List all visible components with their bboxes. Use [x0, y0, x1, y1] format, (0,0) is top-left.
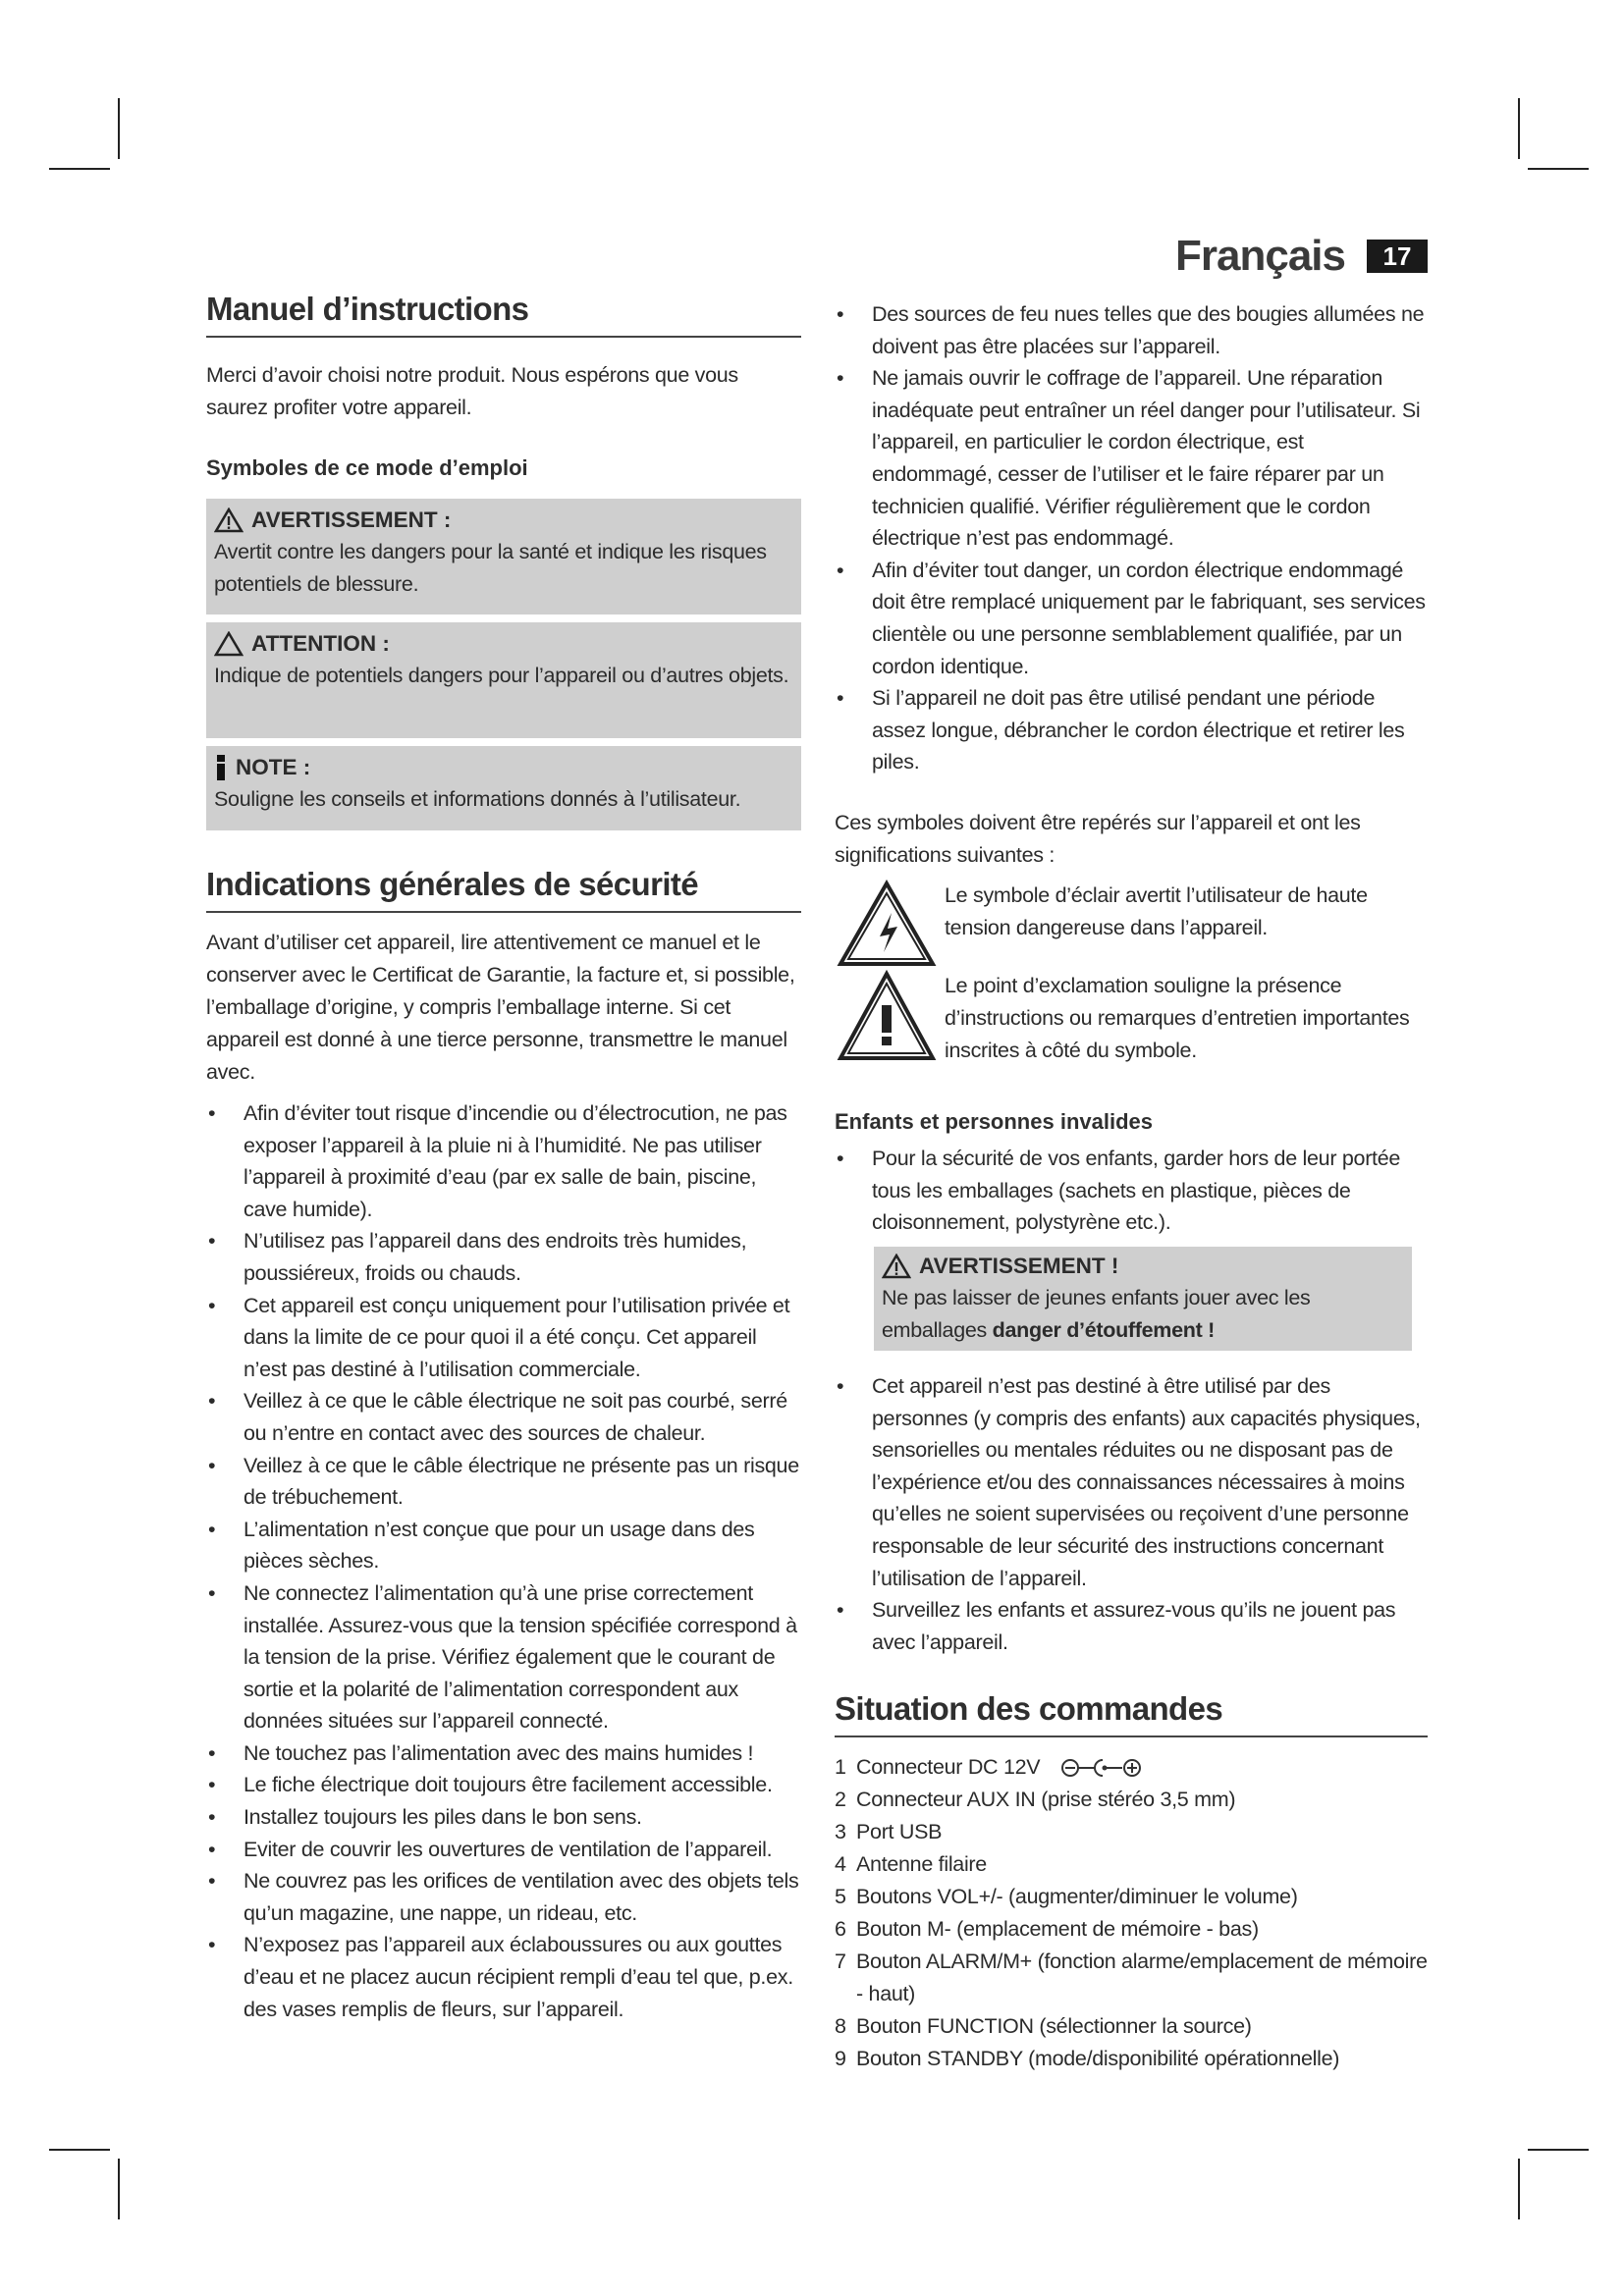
- warning-box: [206, 499, 801, 614]
- bullet-icon: •: [837, 1598, 844, 1623]
- dc-polarity-icon: [1059, 1757, 1144, 1779]
- manual-title: Manuel d’instructions: [206, 291, 801, 338]
- warning-triangle-icon: [882, 1254, 911, 1279]
- safety-list-continued: [835, 298, 1428, 778]
- attention-box-text: Indique de potentiels dangers pour l’appareil ou d’autres objets.: [214, 664, 789, 687]
- note-box-text: Souligne les conseils et informations donnés à l’utilisateur.: [214, 787, 741, 811]
- crop-mark: [49, 2149, 110, 2151]
- list-item: 9 Bouton STANDBY (mode/disponibilité opérationnelle): [835, 2047, 1340, 2070]
- children-warning-bold: danger d’étouffement !: [992, 1318, 1215, 1342]
- crop-mark: [1518, 2159, 1520, 2219]
- list-item: • Veillez à ce que le câble électrique ne présente pas un risque de trébuchement.: [206, 1450, 801, 1514]
- list-item: • Ne connectez l’alimentation qu’à une prise correctement installée. Assurez-vous que la tension spécifiée correspond à la tension de la prise. Vérifiez également que le courant de sortie et la polarité de l’alimentation correspondent aux données situées sur l’appareil connecté.: [206, 1577, 801, 1737]
- note-box: [206, 746, 801, 830]
- bullet-icon: •: [208, 1773, 216, 1797]
- list-item: • Des sources de feu nues telles que des bougies allumées ne doivent pas être placées sur l’appareil.: [835, 298, 1428, 362]
- children-list-1: [835, 1143, 1428, 1239]
- list-item: • N’utilisez pas l’appareil dans des endroits très humides, poussiéreux, froids ou chauds.: [206, 1225, 801, 1289]
- note-box-title: NOTE :: [236, 755, 311, 779]
- list-item: • N’exposez pas l’appareil aux éclaboussures ou aux gouttes d’eau et ne placez aucun récipient rempli d’eau tel que, p.ex. des vases remplis de fleurs, sur l’appareil.: [206, 1929, 801, 2025]
- exclamation-symbol-row: [835, 970, 1428, 1067]
- list-item: • Ne couvrez pas les orifices de ventilation avec des objets tels qu’un magazine, une nappe, un rideau, etc.: [206, 1865, 801, 1929]
- crop-mark: [1528, 168, 1589, 170]
- controls-title: Situation des commandes: [835, 1690, 1428, 1737]
- bullet-icon: •: [208, 1517, 216, 1541]
- list-item: • Cet appareil n’est pas destiné à être utilisé par des personnes (y compris des enfants) aux capacités physiques, sensorielles ou mentales réduites ou ne disposant pas de l’expérience et/ou des connaissances nécessaires à moins qu’elles ne soient supervisées ou reçoivent d’une personne responsable de leur sécurité des instructions concernant l’utilisation de l’appareil.: [835, 1370, 1428, 1594]
- list-item: 8 Bouton FUNCTION (sélectionner la source): [835, 2014, 1252, 2038]
- bullet-icon: •: [208, 1389, 216, 1414]
- list-item: 6 Bouton M- (emplacement de mémoire - bas): [835, 1917, 1259, 1941]
- controls-list: [835, 1751, 1428, 2075]
- bullet-icon: •: [837, 686, 844, 711]
- list-item: • Surveillez les enfants et assurez-vous qu’ils ne jouent pas avec l’appareil.: [835, 1594, 1428, 1658]
- list-item: • Le fiche électrique doit toujours être facilement accessible.: [206, 1769, 801, 1801]
- crop-mark: [118, 2159, 120, 2219]
- list-item: 7 Bouton ALARM/M+ (fonction alarme/emplacement de mémoire - haut): [835, 1949, 1428, 2005]
- safety-intro: Avant d’utiliser cet appareil, lire attentivement ce manuel et le conserver avec le Certificat de Garantie, la facture et, si possible, l’emballage d’origine, y compris l’emballage interne. Si cet appareil est donné à une tierce personne, transmettre le manuel avec.: [206, 931, 795, 1084]
- bullet-icon: •: [208, 1229, 216, 1254]
- intro-text: Merci d’avoir choisi notre produit. Nous espérons que vous saurez profiter votre appareil.: [206, 363, 738, 419]
- list-item: 2 Connecteur AUX IN (prise stéréo 3,5 mm): [835, 1788, 1236, 1811]
- exclamation-text: Le point d’exclamation souligne la présence d’instructions ou remarques d’entretien importantes inscrites à côté du symbole.: [945, 974, 1410, 1062]
- warning-triangle-icon: [214, 507, 244, 533]
- bullet-icon: •: [208, 1805, 216, 1830]
- bullet-icon: •: [208, 1580, 216, 1605]
- list-item: • L’alimentation n’est conçue que pour un usage dans des pièces sèches.: [206, 1514, 801, 1577]
- list-item: • Si l’appareil ne doit pas être utilisé pendant une période assez longue, débrancher le cordon électrique et retirer les piles.: [835, 682, 1428, 778]
- children-warning-box: [874, 1247, 1412, 1351]
- children-warning-text: Ne pas laisser de jeunes enfants jouer avec les emballages: [882, 1286, 1311, 1342]
- attention-box: [206, 622, 801, 738]
- bullet-icon: •: [208, 1837, 216, 1861]
- warning-box-title: AVERTISSEMENT :: [251, 507, 452, 532]
- caution-triangle-icon: [214, 631, 244, 657]
- crop-mark: [1528, 2149, 1589, 2151]
- bullet-icon: •: [837, 1374, 844, 1398]
- list-item: • Cet appareil est conçu uniquement pour l’utilisation privée et dans la limite de ce pour quoi il a été conçu. Cet appareil n’est pas destiné à l’utilisation commerciale.: [206, 1290, 801, 1386]
- lightning-warning-icon: [835, 880, 939, 968]
- children-warning-title: AVERTISSEMENT !: [919, 1254, 1119, 1278]
- list-item: 3 Port USB: [835, 1820, 943, 1843]
- children-heading: Enfants et personnes invalides: [835, 1109, 1153, 1134]
- safety-title: Indications générales de sécurité: [206, 866, 801, 913]
- bullet-icon: •: [208, 1453, 216, 1477]
- list-item: • Ne touchez pas l’alimentation avec des mains humides !: [206, 1737, 801, 1770]
- bullet-icon: •: [208, 1869, 216, 1894]
- page-number: 17: [1367, 240, 1428, 273]
- bullet-icon: •: [837, 302, 844, 326]
- safety-list: [206, 1097, 801, 2025]
- crop-mark: [1518, 98, 1520, 159]
- list-item: 5 Boutons VOL+/- (augmenter/diminuer le volume): [835, 1885, 1298, 1908]
- bullet-icon: •: [208, 1293, 216, 1317]
- warning-box-text: Avertit contre les dangers pour la santé et indique les risques potentiels de blessure.: [214, 540, 767, 596]
- bullet-icon: •: [837, 558, 844, 582]
- list-item: • Installez toujours les piles dans le bon sens.: [206, 1801, 801, 1834]
- list-item: • Ne jamais ouvrir le coffrage de l’appareil. Une réparation inadéquate peut entraîner un réel danger pour l’utilisateur. Si l’appareil, en particulier le cordon électrique, est endommagé, cesser de l’utiliser et le faire réparer par un technicien qualifié. Vérifier régulièrement que le cordon électrique n’est pas endommagé.: [835, 362, 1428, 555]
- bullet-icon: •: [208, 1933, 216, 1957]
- crop-mark: [118, 98, 120, 159]
- lightning-symbol-row: [835, 880, 1428, 968]
- list-item: 4 Antenne filaire: [835, 1852, 987, 1876]
- list-item: • Eviter de couvrir les ouvertures de ventilation de l’appareil.: [206, 1834, 801, 1866]
- symbols-intro: Ces symboles doivent être repérés sur l’appareil et ont les significations suivantes :: [835, 811, 1361, 867]
- list-item: 1 Connecteur DC 12V: [835, 1751, 1428, 1784]
- bullet-icon: •: [837, 366, 844, 391]
- exclamation-warning-icon: [835, 970, 939, 1064]
- page-header: [1175, 232, 1428, 281]
- info-icon: [214, 754, 228, 781]
- crop-mark: [49, 168, 110, 170]
- language-label: Français: [1175, 232, 1345, 280]
- bullet-icon: •: [208, 1101, 216, 1125]
- bullet-icon: •: [837, 1147, 844, 1170]
- list-item: • Pour la sécurité de vos enfants, garder hors de leur portée tous les emballages (sachets en plastique, pièces de cloisonnement, polystyrène etc.).: [835, 1143, 1428, 1239]
- bullet-icon: •: [208, 1740, 216, 1765]
- list-item: • Afin d’éviter tout danger, un cordon électrique endommagé doit être remplacé uniquement par le fabriquant, ses services clientèle ou une personne semblablement qualifiée, par un cordon identique.: [835, 555, 1428, 682]
- list-item: • Afin d’éviter tout risque d’incendie ou d’électrocution, ne pas exposer l’appareil à la pluie ni à l’humidité. Ne pas utiliser l’appareil à proximité d’eau (par ex salle de bain, piscine, cave humide).: [206, 1097, 801, 1225]
- children-list-2: [835, 1370, 1428, 1658]
- lightning-text: Le symbole d’éclair avertit l’utilisateur de haute tension dangereuse dans l’appareil.: [945, 883, 1368, 939]
- attention-box-title: ATTENTION :: [251, 631, 390, 656]
- list-item: • Veillez à ce que le câble électrique ne soit pas courbé, serré ou n’entre en contact avec des sources de chaleur.: [206, 1385, 801, 1449]
- symbols-heading: Symboles de ce mode d’emploi: [206, 455, 528, 480]
